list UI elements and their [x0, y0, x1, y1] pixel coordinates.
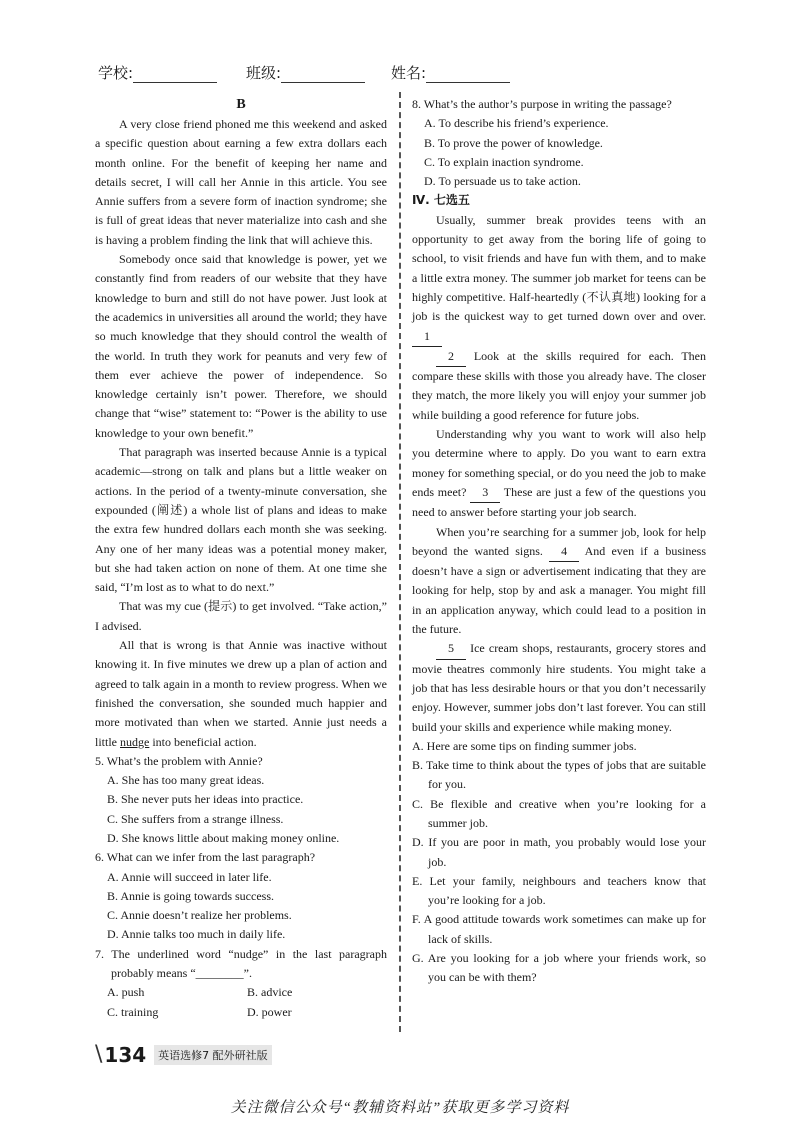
q7-options-row-2	[95, 1003, 387, 1022]
blank-2: 2	[436, 347, 466, 367]
blank-3: 3	[470, 483, 500, 503]
s4-p1-text: Usually, summer break provides teens with an opportunity to get away from the boring life of going to school, to visit friends and have fun with them, and to make a little extra money. The summer job market for teens can be highly competitive. Half-heartedly (不认真地) looking for a job is the quickest way to get turned down over and over.	[412, 212, 706, 324]
q5-option-c: C. She suffers from a strange illness.	[107, 811, 284, 826]
paragraph-5-part-a: All that is wrong is that Annie was inactive without knowing it. In five minutes we drew up a plan of action and agreed to talk again in a month to review progress. When we finished the conversation, she sounded much happier and more motivated than when we started. Annie just needs a little	[95, 638, 387, 749]
s4-p4-text-b: And even if a business doesn’t have a sign or advertisement indicating that they are looking for help, stop by and ask a manager. You might fill in an application anyway, which could lead to a position in the future.	[412, 543, 706, 637]
right-column	[412, 95, 706, 988]
choice-g: G. Are you looking for a job where your friends work, so you can be with them?	[412, 951, 706, 985]
choice-a: A. Here are some tips on finding summer jobs.	[412, 738, 637, 753]
q8-option-b: B. To prove the power of knowledge.	[424, 135, 603, 150]
paragraph-5-part-b: into beneficial action.	[152, 734, 257, 749]
school-line	[133, 68, 217, 83]
left-column	[95, 95, 387, 1022]
blank-5: 5	[436, 639, 466, 659]
book-title: 英语选修7 配外研社版	[154, 1045, 272, 1065]
question-5: 5. What’s the problem with Annie?	[95, 753, 263, 768]
section-4-paragraph-3	[412, 425, 706, 522]
passage-paragraph-5	[95, 636, 387, 752]
class-line	[281, 68, 365, 83]
s4-p3-text-a: Understanding why you want to work will also help you determine where to apply. Do you want to earn extra money for something special, or do you need the job to make ends meet?	[412, 427, 706, 499]
q7-option-d: D. power	[247, 1004, 292, 1019]
q5-option-a: A. She has too many great ideas.	[107, 773, 265, 788]
question-6: 6. What can we infer from the last paragraph?	[95, 850, 316, 865]
section-4-paragraph-2	[412, 347, 706, 425]
s4-p3-text-b: These are just a few of the questions you need to answer before starting your job search.	[412, 484, 706, 520]
passage-paragraph-1: A very close friend phoned me this weekend and asked a specific question about earning a few extra dollars each month online. For the benefit of keeping her name and details secret, I will call her Annie in this article. You see Annie suffers from a severe form of inaction syndrome; she is full of great ideas that never materialize into cash and she is having a problem finding the link that will achieve this.	[95, 117, 387, 247]
q5-option-b: B. She never puts her ideas into practice.	[107, 792, 304, 807]
question-7: 7. The underlined word “nudge” in the last paragraph probably means “________”.	[95, 946, 387, 981]
choice-e: E. Let your family, neighbours and teachers know that you’re looking for a job.	[412, 873, 706, 908]
choice-f: F. A good attitude towards work sometimes can make up for lack of skills.	[412, 912, 706, 946]
q8-option-d: D. To persuade us to take action.	[424, 174, 581, 189]
q8-option-c: C. To explain inaction syndrome.	[424, 154, 584, 169]
q6-option-d: D. Annie talks too much in daily life.	[107, 927, 286, 942]
choice-d: D. If you are poor in math, you probably would lose your job.	[412, 835, 706, 869]
school-label: 学校:	[98, 64, 134, 82]
q7-option-c: C. training	[107, 1004, 159, 1019]
page-footer	[95, 1042, 272, 1067]
choice-b: B. Take time to think about the types of jobs that are suitable for you.	[412, 758, 706, 792]
q5-option-d: D. She knows little about making money online.	[107, 830, 340, 845]
blank-4: 4	[549, 542, 579, 562]
passage-title: B	[236, 97, 246, 112]
underlined-word: nudge	[120, 734, 150, 749]
question-8: 8. What’s the author’s purpose in writing the passage?	[412, 97, 672, 111]
q6-option-c: C. Annie doesn’t realize her problems.	[107, 908, 292, 923]
page-number: 134	[104, 1042, 147, 1067]
choice-c: C. Be flexible and creative when you’re looking for a summer job.	[412, 796, 706, 830]
section-4-paragraph-1	[412, 211, 706, 347]
s4-p2-text: Look at the skills required for each. Then compare these skills with those you already have. The closer they match, the more likely you will enjoy your summer job while building a good reference for future jobs.	[412, 348, 706, 422]
section-4-heading: Ⅳ. 七选五	[412, 193, 470, 208]
school-field	[98, 62, 217, 83]
class-label: 班级:	[246, 64, 282, 82]
column-divider	[399, 92, 401, 1032]
class-field	[246, 62, 365, 83]
section-4-paragraph-5	[412, 639, 706, 736]
q7-option-a: A. push	[107, 985, 145, 1000]
blank-1: 1	[412, 327, 442, 347]
passage-paragraph-2: Somebody once said that knowledge is power, yet we constantly find from readers of our website that they have knowledge to burn and still do not have power. Just look at the academics in universities all around the world; they have so much knowledge that they should control the wealth of the world. In truth they work for peanuts and very few of them ever achieve the power of independence. So knowledge certainly isn’t power. Therefore, we should change that “wise” statement to: “Power is the ability to use knowledge to your own benefit.”	[95, 252, 387, 440]
passage-paragraph-4: That was my cue (提示) to get involved. “Take action,” I advised.	[95, 599, 387, 633]
q8-option-a: A. To describe his friend’s experience.	[424, 116, 609, 131]
footer-slash-decoration: \	[95, 1042, 103, 1067]
q7-option-b: B. advice	[247, 985, 293, 1000]
q6-option-a: A. Annie will succeed in later life.	[107, 869, 272, 884]
s4-p4-text-a: When you’re searching for a summer job, look for help beyond the wanted signs.	[412, 524, 706, 558]
passage-paragraph-3: That paragraph was inserted because Annie is a typical academic—strong on talk and plans but a little weaker on actions. In the period of a twenty-minute conversation, she expounded (阐述) a whole list of plans and ideas to make the extra few hundred dollars each month she was seeking. Any one of her many ideas was a potential money maker, but she had taken action on none of them. At one time she said, “I’m lost as to what to do next.”	[95, 445, 387, 595]
name-field	[391, 62, 510, 83]
s4-p5-text: Ice cream shops, restaurants, grocery stores and movie theatres commonly hire students. You might take a job that has less desirable hours or that you don’t necessarily enjoy. However, summer jobs don’t last forever. You can still build your skills and experience while making money.	[412, 641, 706, 734]
promo-tagline: 关注微信公众号“教辅资料站”获取更多学习资料	[230, 1100, 570, 1116]
name-line	[426, 68, 510, 83]
name-label: 姓名:	[391, 64, 427, 82]
section-4-paragraph-4	[412, 523, 706, 640]
q6-option-b: B. Annie is going towards success.	[107, 888, 274, 903]
q7-options-row-1	[95, 983, 387, 1002]
